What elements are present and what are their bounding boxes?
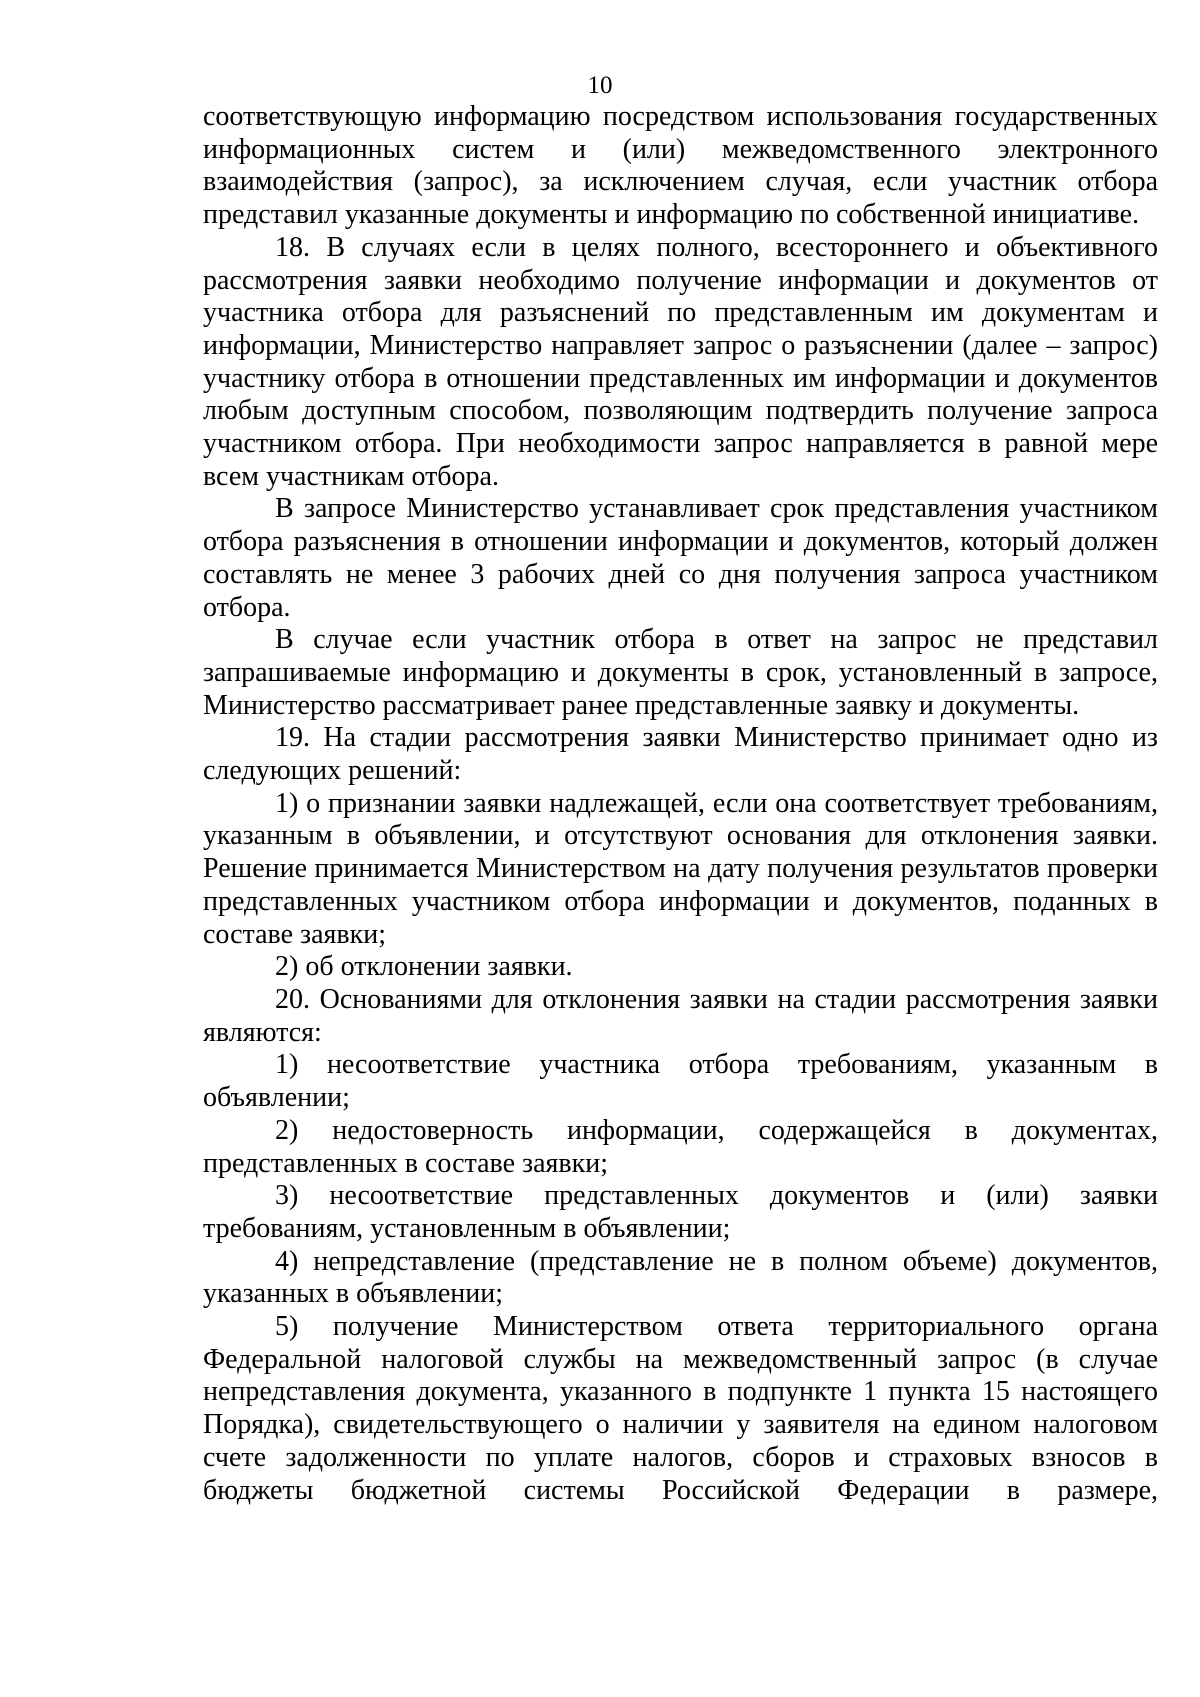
paragraph-no-response: В случае если участник отбора в ответ на запрос не представил запрашиваемые информацию и документы в срок, установленный в запросе, Министерство рассматривает ранее представленные заявку и документы.: [203, 624, 1158, 721]
paragraph-item-20-4: 4) непредставление (представление не в полном объеме) документов, указанных в объявлении;: [203, 1245, 1158, 1310]
paragraph-item-20: 20. Основаниями для отклонения заявки на стадии рассмотрения заявки являются:: [203, 983, 1158, 1048]
page-number: 10: [587, 72, 613, 99]
paragraph-item-20-2: 2) недостоверность информации, содержащейся в документах, представленных в составе заявки;: [203, 1114, 1158, 1179]
paragraph-continuation: соответствующую информацию посредством использования государственных информационных систем и (или) межведомственного электронного взаимодействия (запрос), за исключением случая, если участник отбора представил указанные документы и информацию по собственной инициативе.: [203, 101, 1158, 231]
paragraph-item-20-1: 1) несоответствие участника отбора требованиям, указанным в объявлении;: [203, 1049, 1158, 1114]
paragraph-request-deadline: В запросе Министерство устанавливает срок представления участником отбора разъяснения в отношении информации и документов, который должен составлять не менее 3 рабочих дней со дня получения запроса участником отбора.: [203, 493, 1158, 623]
paragraph-item-20-3: 3) несоответствие представленных документов и (или) заявки требованиям, установленным в объявлении;: [203, 1180, 1158, 1244]
document-body: [203, 101, 1158, 1507]
paragraph-item-19: 19. На стадии рассмотрения заявки Министерство принимает одно из следующих решений:: [203, 722, 1158, 787]
paragraph-item-20-5: 5) получение Министерством ответа территориального органа Федеральной налоговой службы на межведомственный запрос (в случае непредставления документа, указанного в подпункте 1 пункта 15 настоящего Порядка), свидетельствующего о наличии у заявителя на едином налоговом счете задолженности по уплате налогов, сборов и страховых взносов в бюджеты бюджетной системы Российской Федерации в размере,: [203, 1311, 1158, 1506]
paragraph-item-18: 18. В случаях если в целях полного, всестороннего и объективного рассмотрения заявки необходимо получение информации и документов от участника отбора для разъяснений по представленным им документам и информации, Министерство направляет запрос о разъяснении (далее – запрос) участнику отбора в отношении представленных им информации и документов любым доступным способом, позволяющим подтвердить получение запроса участником отбора. При необходимости запрос направляется в равной мере всем участникам отбора.: [203, 231, 1158, 492]
paragraph-item-19-1: 1) о признании заявки надлежащей, если она соответствует требованиям, указанным в объявлении, и отсутствуют основания для отклонения заявки. Решение принимается Министерством на дату получения результатов проверки представленных участником отбора информации и документов, поданных в составе заявки;: [203, 787, 1158, 950]
paragraph-item-19-2: 2) об отклонении заявки.: [275, 951, 573, 983]
